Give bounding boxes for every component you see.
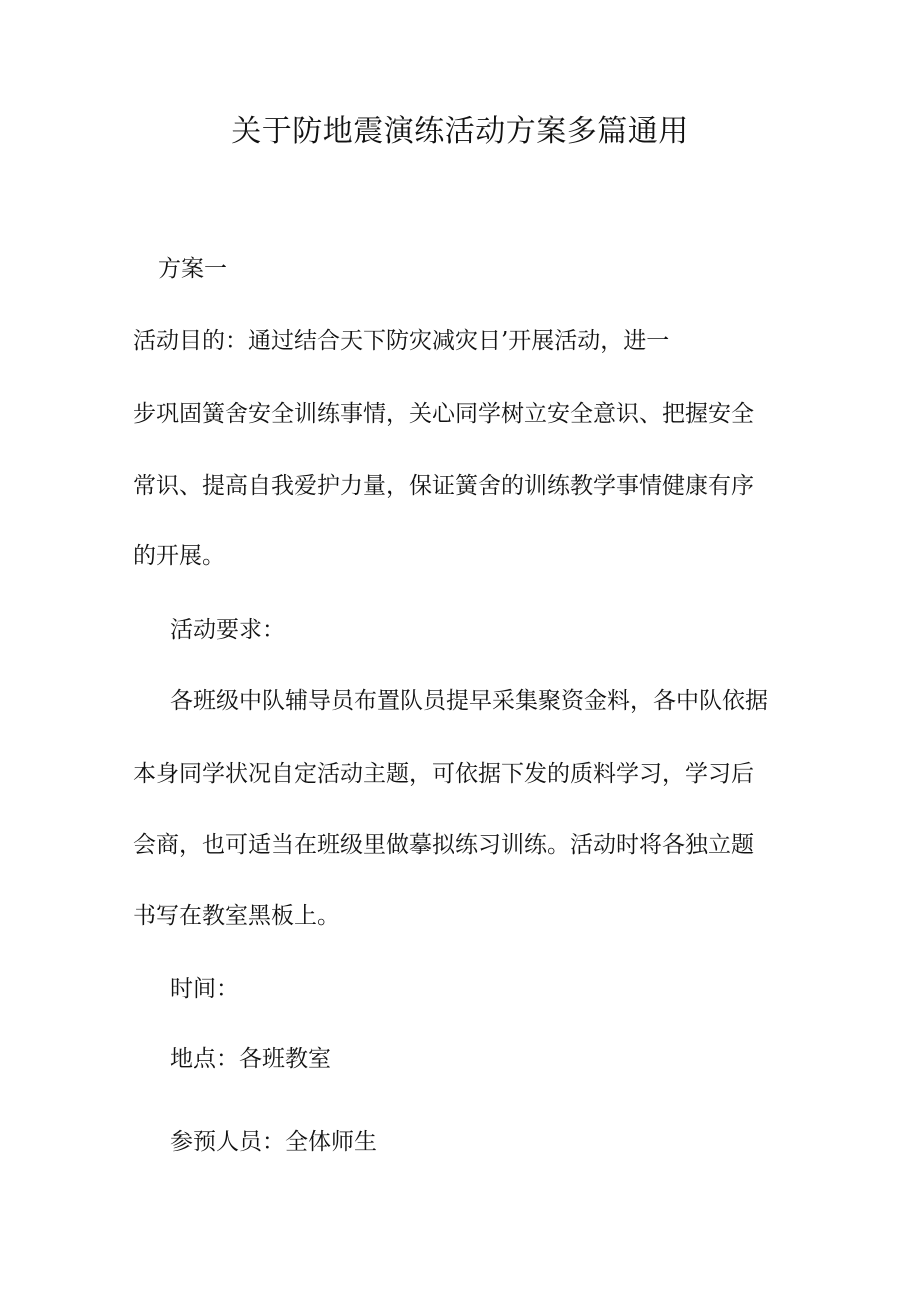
requirements-line-4: 书写在教室黑板上。 [133, 903, 340, 929]
purpose-line-2: 步巩固簧舍安全训练事情，关心同学树立安全意识、把握安全 [133, 401, 754, 427]
section-heading: 方案一 [158, 256, 227, 282]
time-label: 时间： [170, 976, 239, 1002]
location-line: 地点：各班教室 [170, 1046, 331, 1072]
participants-line: 参预人员：全体师生 [170, 1129, 377, 1155]
requirements-line-1: 各班级中队辅导员布置队员提早采集聚资金料，各中队依据 [170, 688, 768, 714]
purpose-line-1: 活动目的：通过结合天下防灾减灾日’开展活动，进一 [133, 328, 670, 354]
requirements-line-3: 会商，也可适当在班级里做摹拟练习训练。活动时将各独立题 [133, 832, 754, 858]
purpose-line-3: 常识、提高自我爱护力量，保证簧舍的训练教学事情健康有序 [133, 473, 754, 499]
requirements-heading: 活动要求： [170, 617, 285, 643]
document-title: 关于防地震演练活动方案多篇通用 [231, 114, 689, 149]
purpose-line-4: 的开展。 [133, 543, 225, 569]
requirements-line-2: 本身同学状况自定活动主题，可依据下发的质料学习，学习后 [133, 761, 754, 787]
